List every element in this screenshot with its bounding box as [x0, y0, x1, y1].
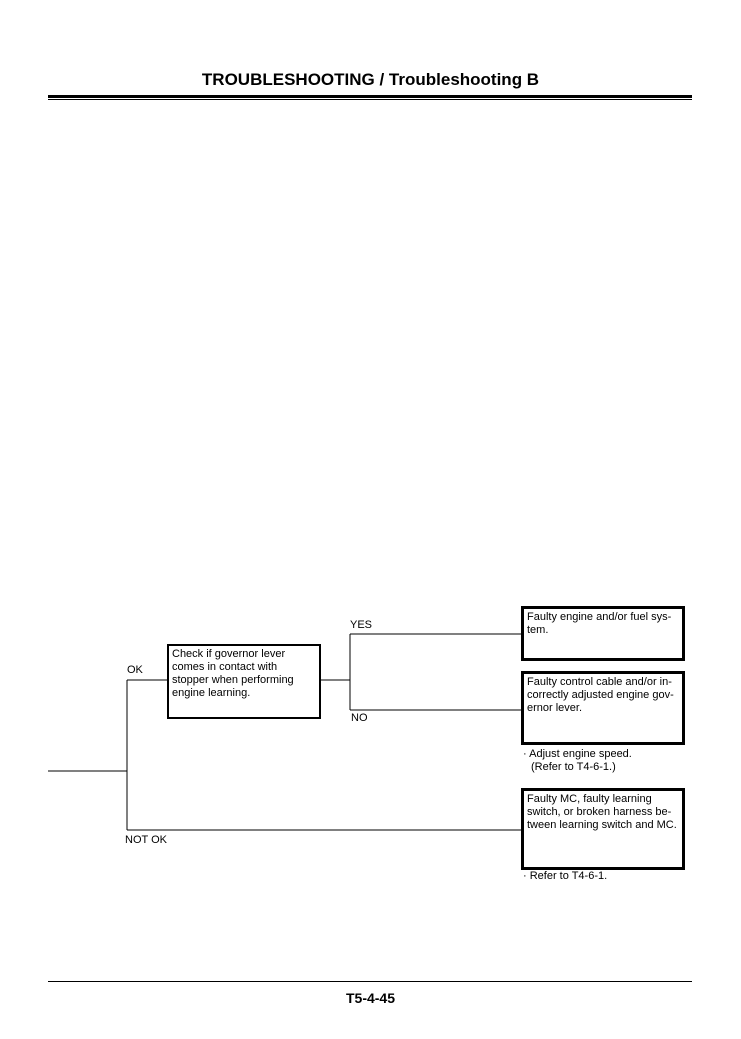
ok-label: OK: [127, 664, 143, 676]
result-engine-fuel-box: Faulty engine and/or fuel sys-tem.: [521, 606, 685, 661]
not-ok-label: NOT OK: [125, 834, 167, 846]
check-governor-lever-box: Check if governor lever comes in contact with stopper when performing engine learning.: [167, 644, 321, 719]
result-control-cable-box: Faulty control cable and/or in-correctly adjusted engine gov-ernor lever.: [521, 671, 685, 745]
note-adjust-refer: (Refer to T4-6-1.): [531, 761, 616, 773]
yes-label: YES: [350, 619, 373, 631]
result-mc-harness-box: Faulty MC, faulty learning switch, or broken harness be-tween learning switch and MC.: [521, 788, 685, 870]
note-refer: · Refer to T4-6-1.: [523, 870, 608, 882]
no-label: NO: [351, 712, 368, 724]
note-adjust-engine-speed: · Adjust engine speed.: [523, 748, 632, 760]
footer-rule: [48, 981, 692, 982]
page-title: TROUBLESHOOTING / Troubleshooting B: [201, 70, 540, 89]
page-number: T5-4-45: [345, 990, 396, 1006]
